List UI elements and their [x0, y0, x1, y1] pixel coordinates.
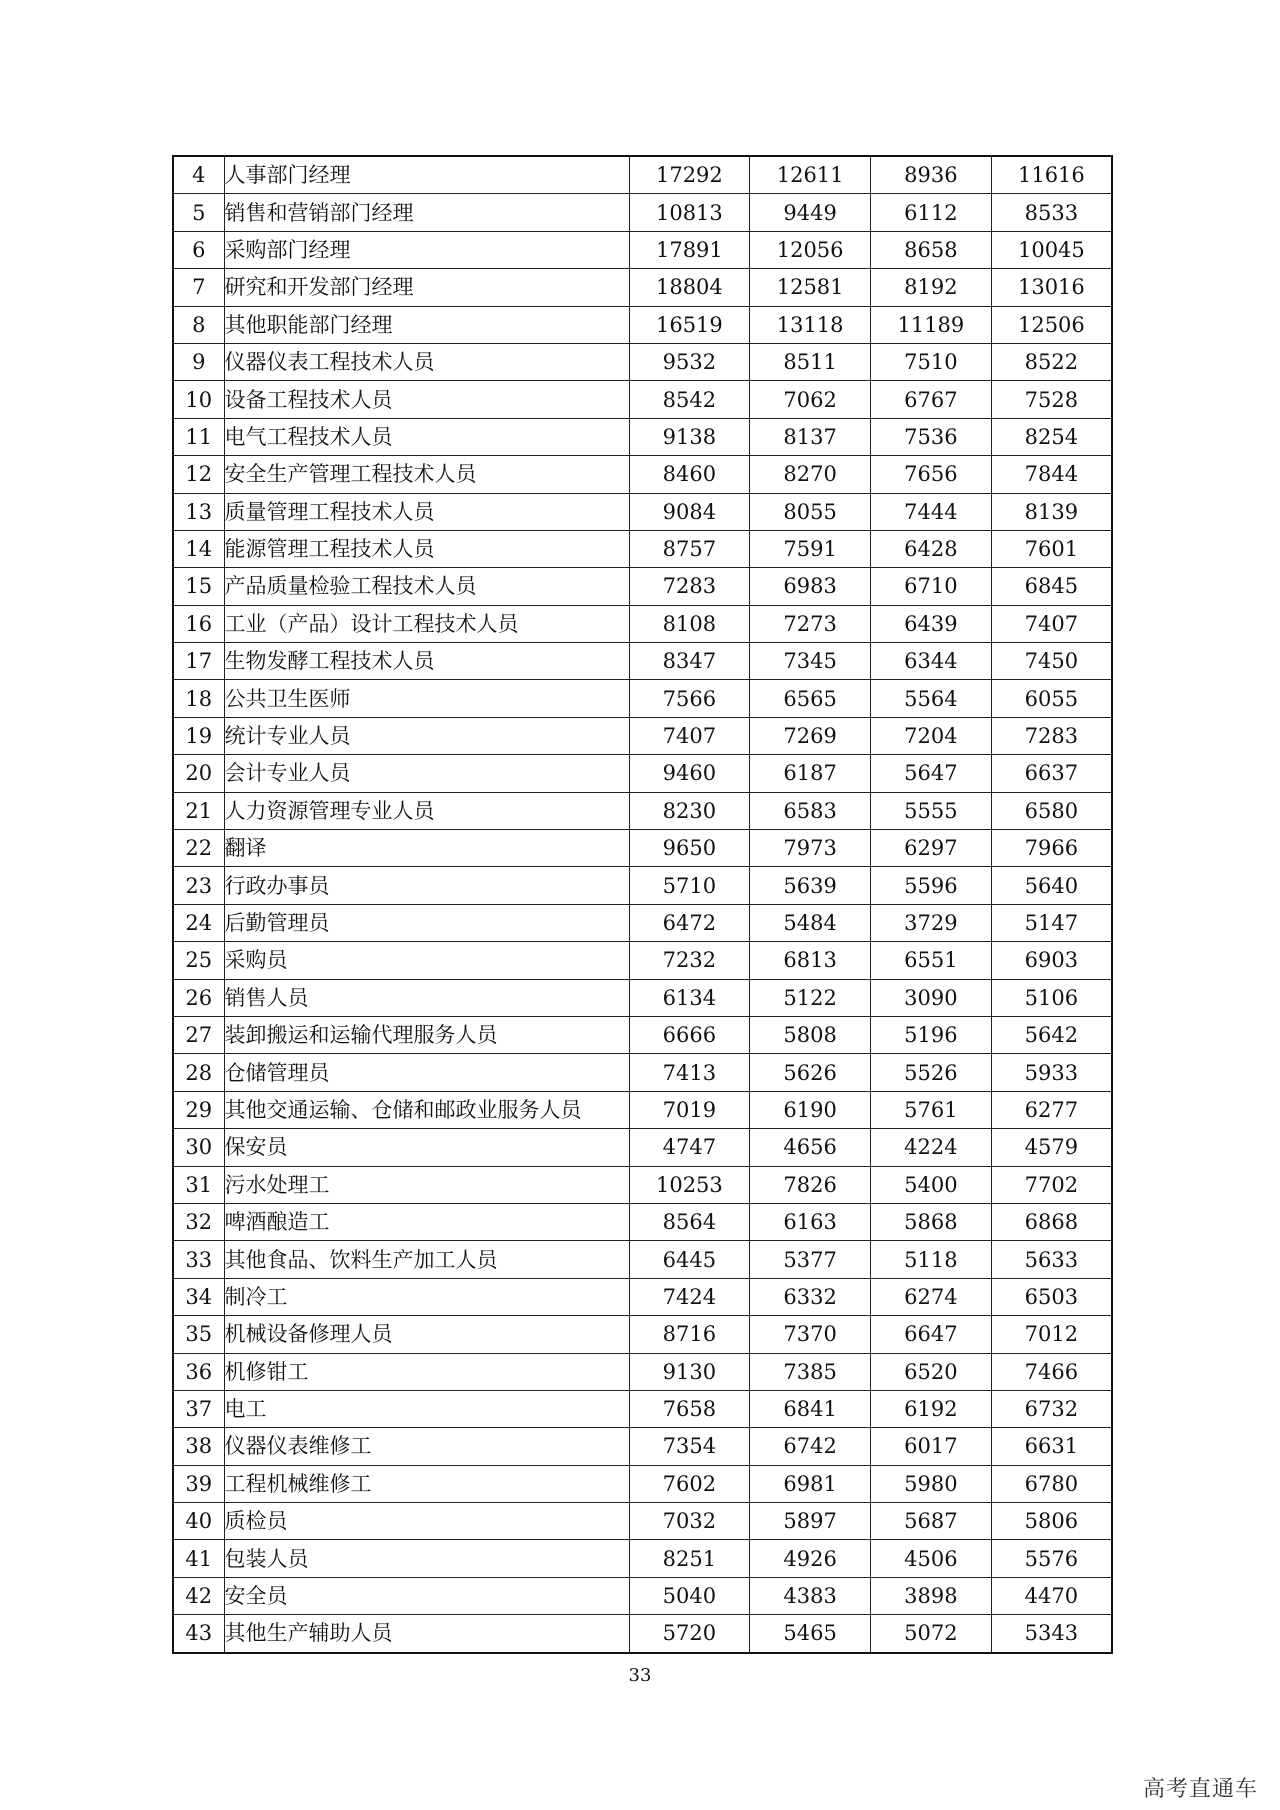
- table-row: [173, 194, 1112, 231]
- occupation-name-cell: 后勤管理员: [224, 904, 629, 941]
- wage-value-cell: 7062: [750, 381, 871, 418]
- occupation-name-cell: 其他生产辅助人员: [224, 1615, 629, 1653]
- occupation-name-cell: 其他食品、饮料生产加工人员: [224, 1241, 629, 1278]
- table-row: [173, 1577, 1112, 1614]
- row-index-cell: 28: [173, 1054, 224, 1091]
- occupation-name-cell: 装卸搬运和运输代理服务人员: [224, 1016, 629, 1053]
- table-row: [173, 867, 1112, 904]
- wage-value-cell: 6813: [750, 942, 871, 979]
- wage-value-cell: 4224: [871, 1129, 992, 1166]
- wage-value-cell: 7407: [629, 717, 750, 754]
- table-row: [173, 381, 1112, 418]
- wage-value-cell: 6344: [871, 643, 992, 680]
- row-index-cell: 21: [173, 792, 224, 829]
- wage-value-cell: 5596: [871, 867, 992, 904]
- table-row: [173, 1129, 1112, 1166]
- wage-value-cell: 7283: [991, 717, 1112, 754]
- wage-value-cell: 4747: [629, 1129, 750, 1166]
- wage-value-cell: 5555: [871, 792, 992, 829]
- row-index-cell: 34: [173, 1278, 224, 1315]
- wage-value-cell: 5710: [629, 867, 750, 904]
- wage-value-cell: 12581: [750, 269, 871, 306]
- row-index-cell: 17: [173, 643, 224, 680]
- wage-value-cell: 3729: [871, 904, 992, 941]
- wage-value-cell: 13118: [750, 306, 871, 343]
- table-row: [173, 1054, 1112, 1091]
- occupation-name-cell: 设备工程技术人员: [224, 381, 629, 418]
- table-row: [173, 1241, 1112, 1278]
- table-row: [173, 1353, 1112, 1390]
- wage-value-cell: 5626: [750, 1054, 871, 1091]
- row-index-cell: 10: [173, 381, 224, 418]
- wage-value-cell: 7450: [991, 643, 1112, 680]
- wage-value-cell: 7591: [750, 530, 871, 567]
- wage-value-cell: 7966: [991, 830, 1112, 867]
- table-row: [173, 530, 1112, 567]
- wage-value-cell: 5687: [871, 1503, 992, 1540]
- occupation-name-cell: 统计专业人员: [224, 717, 629, 754]
- wage-value-cell: 7510: [871, 343, 992, 380]
- table-row: [173, 1503, 1112, 1540]
- row-index-cell: 7: [173, 269, 224, 306]
- row-index-cell: 40: [173, 1503, 224, 1540]
- wage-value-cell: 7354: [629, 1428, 750, 1465]
- wage-value-cell: 7844: [991, 456, 1112, 493]
- row-index-cell: 19: [173, 717, 224, 754]
- row-index-cell: 12: [173, 456, 224, 493]
- table-row: [173, 418, 1112, 455]
- wage-value-cell: 6017: [871, 1428, 992, 1465]
- wage-value-cell: 9130: [629, 1353, 750, 1390]
- wage-value-cell: 8230: [629, 792, 750, 829]
- wage-value-cell: 5761: [871, 1091, 992, 1128]
- wage-value-cell: 7536: [871, 418, 992, 455]
- table-row: [173, 568, 1112, 605]
- table-row: [173, 1390, 1112, 1427]
- wage-value-cell: 6742: [750, 1428, 871, 1465]
- wage-value-cell: 8108: [629, 605, 750, 642]
- occupation-name-cell: 仓储管理员: [224, 1054, 629, 1091]
- occupation-name-cell: 污水处理工: [224, 1166, 629, 1203]
- row-index-cell: 33: [173, 1241, 224, 1278]
- wage-value-cell: 7385: [750, 1353, 871, 1390]
- table-row: [173, 343, 1112, 380]
- table-row: [173, 643, 1112, 680]
- wage-value-cell: 12056: [750, 231, 871, 268]
- table-row: [173, 680, 1112, 717]
- occupation-name-cell: 啤酒酿造工: [224, 1203, 629, 1240]
- wage-value-cell: 5196: [871, 1016, 992, 1053]
- row-index-cell: 6: [173, 231, 224, 268]
- occupation-name-cell: 工程机械维修工: [224, 1465, 629, 1502]
- wage-value-cell: 7204: [871, 717, 992, 754]
- occupation-name-cell: 电气工程技术人员: [224, 418, 629, 455]
- row-index-cell: 16: [173, 605, 224, 642]
- row-index-cell: 18: [173, 680, 224, 717]
- occupation-name-cell: 产品质量检验工程技术人员: [224, 568, 629, 605]
- wage-value-cell: 6134: [629, 979, 750, 1016]
- wage-value-cell: 6274: [871, 1278, 992, 1315]
- wage-value-cell: 5808: [750, 1016, 871, 1053]
- row-index-cell: 4: [173, 156, 224, 194]
- wage-value-cell: 5072: [871, 1615, 992, 1653]
- wage-value-cell: 9532: [629, 343, 750, 380]
- wage-value-cell: 8251: [629, 1540, 750, 1577]
- wage-value-cell: 6732: [991, 1390, 1112, 1427]
- row-index-cell: 13: [173, 493, 224, 530]
- wage-value-cell: 8564: [629, 1203, 750, 1240]
- row-index-cell: 42: [173, 1577, 224, 1614]
- wage-value-cell: 6710: [871, 568, 992, 605]
- occupation-name-cell: 质量管理工程技术人员: [224, 493, 629, 530]
- row-index-cell: 29: [173, 1091, 224, 1128]
- wage-value-cell: 6277: [991, 1091, 1112, 1128]
- occupation-name-cell: 能源管理工程技术人员: [224, 530, 629, 567]
- row-index-cell: 35: [173, 1316, 224, 1353]
- occupation-name-cell: 仪器仪表工程技术人员: [224, 343, 629, 380]
- table-row: [173, 456, 1112, 493]
- wage-value-cell: 8542: [629, 381, 750, 418]
- row-index-cell: 39: [173, 1465, 224, 1502]
- wage-value-cell: 7528: [991, 381, 1112, 418]
- wage-value-cell: 6780: [991, 1465, 1112, 1502]
- row-index-cell: 30: [173, 1129, 224, 1166]
- occupation-name-cell: 人力资源管理专业人员: [224, 792, 629, 829]
- table-row: [173, 979, 1112, 1016]
- wage-value-cell: 5122: [750, 979, 871, 1016]
- row-index-cell: 32: [173, 1203, 224, 1240]
- wage-value-cell: 8055: [750, 493, 871, 530]
- table-row: [173, 605, 1112, 642]
- wage-value-cell: 6428: [871, 530, 992, 567]
- table-row: [173, 1203, 1112, 1240]
- wage-value-cell: 7370: [750, 1316, 871, 1353]
- wage-value-cell: 13016: [991, 269, 1112, 306]
- row-index-cell: 24: [173, 904, 224, 941]
- table-body: [173, 156, 1112, 1653]
- table-row: [173, 830, 1112, 867]
- wage-value-cell: 7273: [750, 605, 871, 642]
- wage-value-cell: 9084: [629, 493, 750, 530]
- wage-value-cell: 4926: [750, 1540, 871, 1577]
- wage-value-cell: 7012: [991, 1316, 1112, 1353]
- occupation-name-cell: 采购部门经理: [224, 231, 629, 268]
- row-index-cell: 20: [173, 755, 224, 792]
- wage-value-cell: 5720: [629, 1615, 750, 1653]
- wage-value-cell: 4506: [871, 1540, 992, 1577]
- occupation-name-cell: 研究和开发部门经理: [224, 269, 629, 306]
- wage-value-cell: 6647: [871, 1316, 992, 1353]
- row-index-cell: 11: [173, 418, 224, 455]
- wage-value-cell: 8511: [750, 343, 871, 380]
- page-number: 33: [628, 1665, 652, 1686]
- wage-value-cell: 5400: [871, 1166, 992, 1203]
- wage-value-cell: 11616: [991, 156, 1112, 194]
- wage-value-cell: 7444: [871, 493, 992, 530]
- table-row: [173, 1316, 1112, 1353]
- wage-value-cell: 6472: [629, 904, 750, 941]
- row-index-cell: 22: [173, 830, 224, 867]
- table-row: [173, 156, 1112, 194]
- row-index-cell: 8: [173, 306, 224, 343]
- wage-value-cell: 10813: [629, 194, 750, 231]
- wage-value-cell: 5106: [991, 979, 1112, 1016]
- wage-value-cell: 5118: [871, 1241, 992, 1278]
- wage-value-cell: 6580: [991, 792, 1112, 829]
- wage-value-cell: 8270: [750, 456, 871, 493]
- wage-value-cell: 17891: [629, 231, 750, 268]
- wage-value-cell: 5633: [991, 1241, 1112, 1278]
- wage-value-cell: 7283: [629, 568, 750, 605]
- wage-value-cell: 5484: [750, 904, 871, 941]
- row-index-cell: 9: [173, 343, 224, 380]
- wage-value-cell: 5526: [871, 1054, 992, 1091]
- occupation-name-cell: 翻译: [224, 830, 629, 867]
- wage-value-cell: 4579: [991, 1129, 1112, 1166]
- wage-value-cell: 9449: [750, 194, 871, 231]
- occupation-name-cell: 机械设备修理人员: [224, 1316, 629, 1353]
- wage-value-cell: 7826: [750, 1166, 871, 1203]
- occupation-name-cell: 采购员: [224, 942, 629, 979]
- wage-value-cell: 7973: [750, 830, 871, 867]
- wage-value-cell: 10045: [991, 231, 1112, 268]
- occupation-name-cell: 电工: [224, 1390, 629, 1427]
- table-row: [173, 1278, 1112, 1315]
- row-index-cell: 23: [173, 867, 224, 904]
- wage-value-cell: 7466: [991, 1353, 1112, 1390]
- wage-value-cell: 6868: [991, 1203, 1112, 1240]
- wage-value-cell: 6297: [871, 830, 992, 867]
- wage-value-cell: 8139: [991, 493, 1112, 530]
- occupation-name-cell: 会计专业人员: [224, 755, 629, 792]
- wage-value-cell: 7656: [871, 456, 992, 493]
- row-index-cell: 27: [173, 1016, 224, 1053]
- wage-value-cell: 8757: [629, 530, 750, 567]
- wage-value-cell: 6163: [750, 1203, 871, 1240]
- row-index-cell: 41: [173, 1540, 224, 1577]
- occupation-name-cell: 包装人员: [224, 1540, 629, 1577]
- wage-value-cell: 7269: [750, 717, 871, 754]
- wage-value-cell: 7413: [629, 1054, 750, 1091]
- wage-value-cell: 6981: [750, 1465, 871, 1502]
- occupation-name-cell: 工业（产品）设计工程技术人员: [224, 605, 629, 642]
- occupation-name-cell: 仪器仪表维修工: [224, 1428, 629, 1465]
- occupation-name-cell: 其他交通运输、仓储和邮政业服务人员: [224, 1091, 629, 1128]
- row-index-cell: 15: [173, 568, 224, 605]
- wage-value-cell: 12506: [991, 306, 1112, 343]
- wage-value-cell: 6332: [750, 1278, 871, 1315]
- wage-value-cell: 6503: [991, 1278, 1112, 1315]
- occupation-name-cell: 制冷工: [224, 1278, 629, 1315]
- wage-value-cell: 5806: [991, 1503, 1112, 1540]
- table-row: [173, 231, 1112, 268]
- wage-value-cell: 5640: [991, 867, 1112, 904]
- table-row: [173, 792, 1112, 829]
- table-row: [173, 1016, 1112, 1053]
- occupation-name-cell: 其他职能部门经理: [224, 306, 629, 343]
- row-index-cell: 43: [173, 1615, 224, 1653]
- table-row: [173, 1166, 1112, 1203]
- wage-value-cell: 5897: [750, 1503, 871, 1540]
- watermark-text: 高考直通车: [1142, 1777, 1258, 1802]
- table-row: [173, 1540, 1112, 1577]
- occupation-name-cell: 公共卫生医师: [224, 680, 629, 717]
- wage-value-cell: 5642: [991, 1016, 1112, 1053]
- wage-value-cell: 6565: [750, 680, 871, 717]
- wage-value-cell: 7032: [629, 1503, 750, 1540]
- wage-value-cell: 4470: [991, 1577, 1112, 1614]
- wage-value-cell: 5868: [871, 1203, 992, 1240]
- wage-value-cell: 5639: [750, 867, 871, 904]
- occupation-name-cell: 行政办事员: [224, 867, 629, 904]
- wage-value-cell: 12611: [750, 156, 871, 194]
- wage-value-cell: 6583: [750, 792, 871, 829]
- wage-value-cell: 4383: [750, 1577, 871, 1614]
- wage-value-cell: 6631: [991, 1428, 1112, 1465]
- wage-value-cell: 18804: [629, 269, 750, 306]
- occupation-name-cell: 保安员: [224, 1129, 629, 1166]
- wage-value-cell: 6551: [871, 942, 992, 979]
- wage-value-cell: 6903: [991, 942, 1112, 979]
- table-row: [173, 942, 1112, 979]
- row-index-cell: 14: [173, 530, 224, 567]
- wage-value-cell: 8460: [629, 456, 750, 493]
- wage-value-cell: 7232: [629, 942, 750, 979]
- wage-value-cell: 6187: [750, 755, 871, 792]
- wage-value-cell: 8137: [750, 418, 871, 455]
- wage-value-cell: 8192: [871, 269, 992, 306]
- wage-value-cell: 10253: [629, 1166, 750, 1203]
- wage-value-cell: 7658: [629, 1390, 750, 1427]
- wage-value-cell: 7566: [629, 680, 750, 717]
- occupation-name-cell: 安全生产管理工程技术人员: [224, 456, 629, 493]
- row-index-cell: 25: [173, 942, 224, 979]
- wage-value-cell: 7407: [991, 605, 1112, 642]
- occupation-name-cell: 机修钳工: [224, 1353, 629, 1390]
- wage-value-cell: 6112: [871, 194, 992, 231]
- wage-value-cell: 6666: [629, 1016, 750, 1053]
- wage-value-cell: 7424: [629, 1278, 750, 1315]
- wage-value-cell: 6637: [991, 755, 1112, 792]
- wage-value-cell: 9650: [629, 830, 750, 867]
- table-row: [173, 1428, 1112, 1465]
- table-row: [173, 1465, 1112, 1502]
- wage-value-cell: 9460: [629, 755, 750, 792]
- wage-value-cell: 6845: [991, 568, 1112, 605]
- wage-value-cell: 6190: [750, 1091, 871, 1128]
- wage-value-cell: 8716: [629, 1316, 750, 1353]
- wage-value-cell: 6445: [629, 1241, 750, 1278]
- table-row: [173, 755, 1112, 792]
- wage-value-cell: 6055: [991, 680, 1112, 717]
- wage-value-cell: 8347: [629, 643, 750, 680]
- row-index-cell: 5: [173, 194, 224, 231]
- wage-value-cell: 7702: [991, 1166, 1112, 1203]
- occupation-wage-table: [172, 155, 1113, 1654]
- wage-value-cell: 8254: [991, 418, 1112, 455]
- wage-value-cell: 5147: [991, 904, 1112, 941]
- occupation-name-cell: 人事部门经理: [224, 156, 629, 194]
- wage-value-cell: 5343: [991, 1615, 1112, 1653]
- wage-value-cell: 9138: [629, 418, 750, 455]
- row-index-cell: 31: [173, 1166, 224, 1203]
- wage-value-cell: 5465: [750, 1615, 871, 1653]
- table-row: [173, 493, 1112, 530]
- wage-value-cell: 16519: [629, 306, 750, 343]
- wage-value-cell: 17292: [629, 156, 750, 194]
- wage-value-cell: 8522: [991, 343, 1112, 380]
- occupation-name-cell: 安全员: [224, 1577, 629, 1614]
- row-index-cell: 26: [173, 979, 224, 1016]
- table-row: [173, 306, 1112, 343]
- row-index-cell: 37: [173, 1390, 224, 1427]
- occupation-name-cell: 质检员: [224, 1503, 629, 1540]
- wage-value-cell: 5576: [991, 1540, 1112, 1577]
- occupation-name-cell: 销售人员: [224, 979, 629, 1016]
- wage-value-cell: 8533: [991, 194, 1112, 231]
- table-row: [173, 904, 1112, 941]
- table-row: [173, 269, 1112, 306]
- wage-value-cell: 5980: [871, 1465, 992, 1502]
- wage-value-cell: 6983: [750, 568, 871, 605]
- wage-value-cell: 3898: [871, 1577, 992, 1614]
- wage-value-cell: 5377: [750, 1241, 871, 1278]
- wage-value-cell: 4656: [750, 1129, 871, 1166]
- occupation-name-cell: 生物发酵工程技术人员: [224, 643, 629, 680]
- row-index-cell: 38: [173, 1428, 224, 1465]
- table-row: [173, 1615, 1112, 1653]
- occupation-name-cell: 销售和营销部门经理: [224, 194, 629, 231]
- wage-value-cell: 6439: [871, 605, 992, 642]
- wage-value-cell: 6520: [871, 1353, 992, 1390]
- row-index-cell: 36: [173, 1353, 224, 1390]
- wage-value-cell: 3090: [871, 979, 992, 1016]
- wage-value-cell: 6192: [871, 1390, 992, 1427]
- wage-value-cell: 7601: [991, 530, 1112, 567]
- wage-value-cell: 5040: [629, 1577, 750, 1614]
- wage-value-cell: 7345: [750, 643, 871, 680]
- wage-value-cell: 6841: [750, 1390, 871, 1427]
- wage-value-cell: 7602: [629, 1465, 750, 1502]
- table-row: [173, 1091, 1112, 1128]
- wage-value-cell: 7019: [629, 1091, 750, 1128]
- wage-value-cell: 5933: [991, 1054, 1112, 1091]
- wage-value-cell: 5564: [871, 680, 992, 717]
- wage-value-cell: 6767: [871, 381, 992, 418]
- wage-value-cell: 11189: [871, 306, 992, 343]
- wage-value-cell: 8936: [871, 156, 992, 194]
- wage-value-cell: 5647: [871, 755, 992, 792]
- table-row: [173, 717, 1112, 754]
- wage-value-cell: 8658: [871, 231, 992, 268]
